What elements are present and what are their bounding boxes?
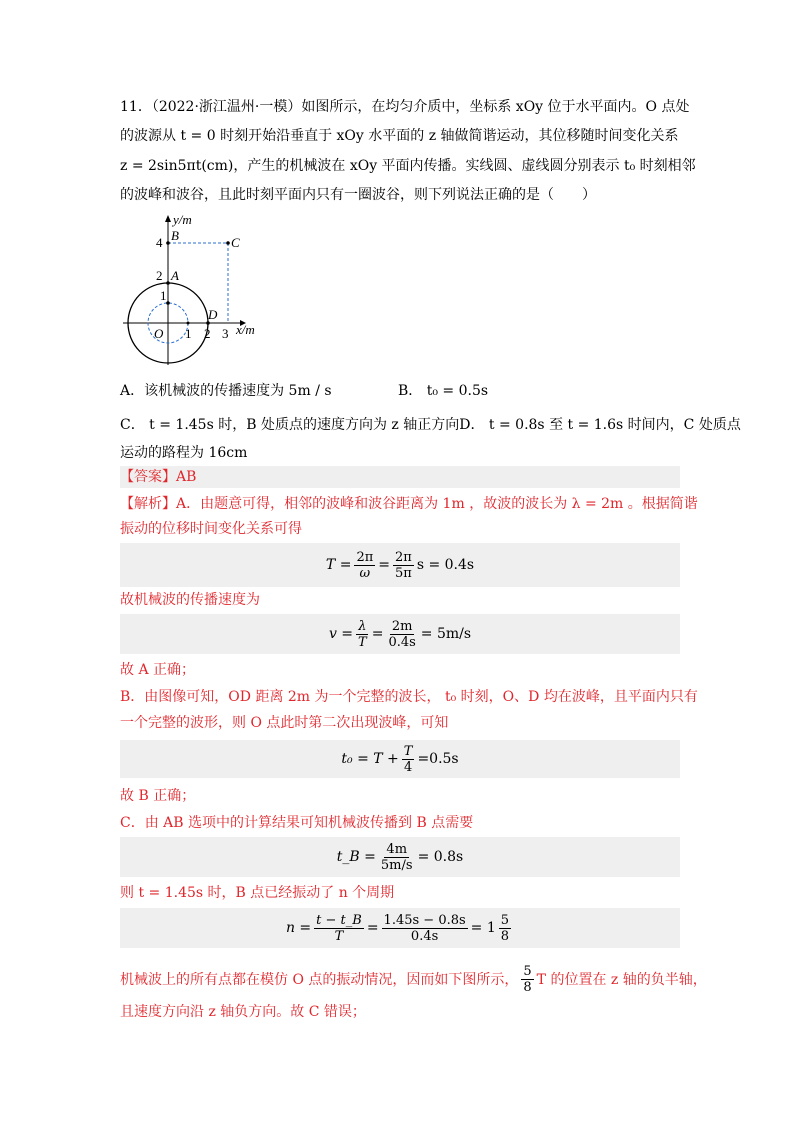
formula-tb: t_B = $\frac{4m}{5m/s}$ = 0.8s [120, 837, 680, 877]
point-x1-dot [187, 322, 190, 325]
text-speed: 故机械波的传播速度为 [120, 592, 260, 608]
point-b-dot [166, 241, 170, 245]
point-d-label: D [208, 307, 218, 322]
question-line-3: z = 2sin5πt(cm)，产生的机械波在 xOy 平面内传播。实线圆、虚线圆分别表示 t₀ 时刻相邻 [120, 158, 696, 174]
point-1-dot [166, 301, 170, 305]
x-tick-1: 1 [185, 326, 192, 341]
option-b: B． t₀ = 0.5s [398, 383, 489, 399]
point-a-label: A [171, 268, 179, 283]
question-line-4: 的波峰和波谷，且此时刻平面内只有一圈波谷，则下列说法正确的是（ ） [120, 187, 596, 203]
answer-label: 【答案】AB [120, 469, 197, 485]
x-tick-3: 3 [222, 326, 229, 341]
analysis-line-1: 【解析】A．由题意可得，相邻的波峰和波谷距离为 1m ，故波的波长为 λ = 2m 。根据简谐 [120, 496, 698, 512]
point-c-label: C [231, 235, 240, 250]
point-b-label: B [171, 228, 179, 243]
origin-label: O [154, 326, 164, 341]
question-line-1: 11．（2022·浙江温州·一模）如图所示，在均匀介质中，坐标系 xOy 位于水平面内。O 点处 [120, 99, 690, 115]
analysis-line-2: 振动的位移时间变化关系可得 [120, 521, 302, 537]
option-a: A．该机械波的传播速度为 5m / s [120, 383, 332, 399]
y-tick-2: 2 [156, 268, 163, 283]
y-axis-arrow [165, 215, 171, 222]
analysis-c-3: 机械波上的所有点都在模仿 O 点的振动情况，因而如下图所示， $\frac{5}{8}$ T 的位置在 z 轴的负半轴， [120, 964, 707, 995]
wave-figure [118, 210, 268, 370]
analysis-b-2: 一个完整的波形，则 O 点此时第二次出现波峰，可知 [120, 715, 449, 731]
formula-period: T = $\frac{2\pi}{\omega}$ = $\frac{2\pi}{5\pi}$ s = 0.4s [120, 543, 680, 587]
b-correct: 故 B 正确； [120, 788, 196, 804]
formula-speed: v = $\frac{\lambda}{T}$ = $\frac{2m}{0.4s}$ = 5m/s [120, 614, 680, 654]
analysis-c-4: 且速度方向沿 z 轴负方向。故 C 错误； [120, 1004, 366, 1020]
x-tick-2: 2 [204, 326, 211, 341]
question-line-2: 的波源从 t = 0 时刻开始沿垂直于 xOy 水平面的 z 轴做简谐运动，其位移随时间变化关系 [120, 128, 679, 144]
option-d-cont: 运动的路程为 16cm [120, 445, 248, 461]
formula-n: n = $\frac{t - t\_B}{T}$ = $\frac{1.45s - 0.8s}{0.4s}$ = 1 $\frac{5}{8}$ [120, 908, 680, 948]
analysis-c-2: 则 t = 1.45s 时，B 点已经振动了 n 个周期 [120, 885, 395, 901]
point-c-dot [226, 241, 230, 245]
analysis-c-1: C．由 AB 选项中的计算结果可知机械波传播到 B 点需要 [120, 815, 474, 831]
y-tick-4: 4 [156, 235, 163, 250]
x-axis-label: x/m [236, 322, 255, 337]
y-axis-label: y/m [173, 212, 192, 227]
formula-t0: t₀ = T + $\frac{T}{4}$ =0.5s [120, 740, 680, 778]
a-correct: 故 A 正确； [120, 662, 196, 678]
point-a-dot [166, 281, 170, 285]
option-c-d: C． t = 1.45s 时，B 处质点的速度方向为 z 轴正方向D． t = 0.8s 至 t = 1.6s 时间内，C 处质点 [120, 417, 741, 433]
analysis-b-1: B．由图像可知，OD 距离 2m 为一个完整的波长， t₀ 时刻，O、D 均在波峰，且平面内只有 [120, 689, 698, 705]
y-tick-1: 1 [160, 288, 167, 303]
